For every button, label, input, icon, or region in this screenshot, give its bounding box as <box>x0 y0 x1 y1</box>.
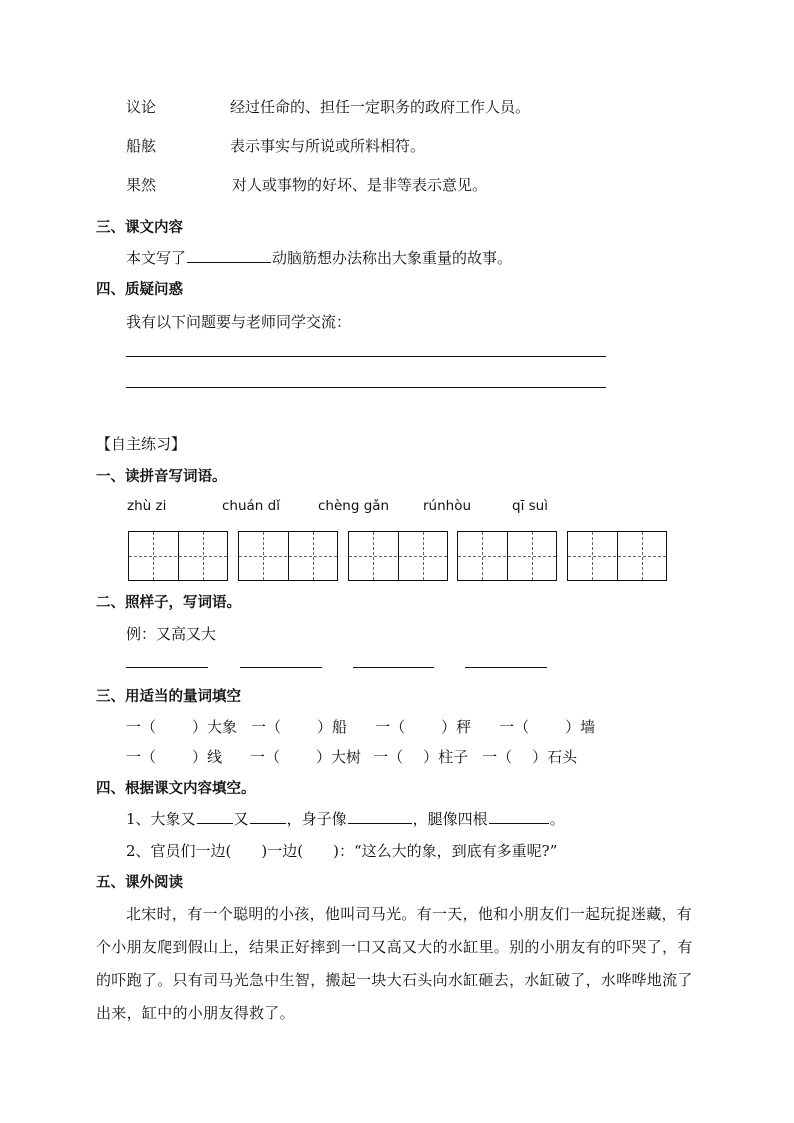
word-3: 果然 <box>126 176 157 194</box>
measure-close: ）墙 <box>565 718 596 736</box>
q3-row-1 <box>126 716 595 737</box>
meaning-3: 对人或事物的好坏、是非等表示意见。 <box>232 176 488 194</box>
pinyin-5: qī suì <box>512 498 548 514</box>
measure-open: 一（ <box>499 718 530 736</box>
pinyin-2: chuán dǐ <box>222 498 280 514</box>
writing-grid-2[interactable] <box>238 531 338 581</box>
q4-text: ，腿像四根 <box>412 810 488 828</box>
measure-close: ）秤 <box>441 718 472 736</box>
measure-close: ）线 <box>192 748 223 766</box>
q2-heading: 二、照样子，写词语。 <box>96 595 241 611</box>
q2-blank-1[interactable] <box>126 667 208 668</box>
q4-text: )：“这么大的象，到底有多重呢?” <box>333 842 558 860</box>
q1-heading: 一、读拼音写词语。 <box>96 469 227 485</box>
q4-blank-2[interactable] <box>250 822 286 824</box>
measure-close: ）大树 <box>316 748 362 766</box>
question-line-1[interactable] <box>126 356 606 357</box>
section3-heading: 三、课文内容 <box>96 220 183 236</box>
measure-open: 一（ <box>126 718 157 736</box>
section4-prompt: 我有以下问题要与老师同学交流： <box>126 313 352 331</box>
measure-open: 一（ <box>482 748 513 766</box>
reading-passage: 北宋时，有一个聪明的小孩，他叫司马光。有一天，他和小朋友们一起玩捉迷藏，有个小朋友爬到假山上，结果正好摔到一口又高又大的水缸里。别的小朋友有的吓哭了，有的吓跑了。只有司马光急中生智，搬起一块大石头向水缸砸去，水缸破了，水哗哗地流了出来，缸中的小朋友得救了。 <box>96 905 693 1022</box>
q4-blank-4[interactable] <box>489 822 549 824</box>
measure-close: ）大象 <box>192 718 238 736</box>
pinyin-3: chèng gǎn <box>318 498 390 514</box>
pinyin-1: zhù zi <box>127 498 167 514</box>
practice-title: 【自主练习】 <box>96 435 187 453</box>
measure-open: 一（ <box>126 748 157 766</box>
q4-text: 又 <box>233 810 249 828</box>
meaning-2: 表示事实与所说或所料相符。 <box>230 137 426 155</box>
measure-open: 一（ <box>250 748 281 766</box>
meaning-1: 经过任命的、担任一定职务的政府工作人员。 <box>230 98 531 116</box>
writing-grid-5[interactable] <box>567 531 667 581</box>
q5-heading: 五、课外阅读 <box>96 875 183 891</box>
writing-grid-4[interactable] <box>457 531 557 581</box>
q4-blank-3[interactable] <box>348 822 412 824</box>
measure-open: 一（ <box>373 748 404 766</box>
measure-close: ）船 <box>317 718 348 736</box>
q3-heading: 三、用适当的量词填空 <box>96 689 241 705</box>
q2-blank-2[interactable] <box>240 667 322 668</box>
q4-text: 。 <box>549 810 565 828</box>
writing-grid-1[interactable] <box>128 531 228 581</box>
q2-example: 例：又高又大 <box>126 625 217 643</box>
section3-text-after: 动脑筋想办法称出大象重量的故事。 <box>272 249 513 267</box>
pinyin-4: rúnhòu <box>423 498 472 514</box>
q4-text: ，身子像 <box>286 810 347 828</box>
measure-close: ）石头 <box>532 748 578 766</box>
q2-blank-3[interactable] <box>353 667 434 668</box>
section3-text-before: 本文写了 <box>126 249 187 267</box>
q4-blank-1[interactable] <box>197 822 233 824</box>
measure-open: 一（ <box>251 718 282 736</box>
writing-grid-3[interactable] <box>348 531 448 581</box>
section3-blank[interactable] <box>187 261 271 263</box>
q4-text: )一边( <box>261 842 304 860</box>
measure-open: 一（ <box>375 718 406 736</box>
measure-close: ）柱子 <box>423 748 469 766</box>
section4-heading: 四、质疑问惑 <box>96 282 183 298</box>
q4-heading: 四、根据课文内容填空。 <box>96 781 256 797</box>
q4-line-2 <box>126 840 557 861</box>
q2-blank-4[interactable] <box>465 667 547 668</box>
section3-sentence <box>126 247 512 268</box>
q3-row-2 <box>126 746 577 767</box>
word-1: 议论 <box>126 98 157 116</box>
q4-line-1 <box>126 808 565 829</box>
word-2: 船舷 <box>126 137 157 155</box>
q4-text: 2、官员们一边( <box>126 842 232 860</box>
q4-text: 1、大象又 <box>126 810 196 828</box>
question-line-2[interactable] <box>126 387 606 388</box>
